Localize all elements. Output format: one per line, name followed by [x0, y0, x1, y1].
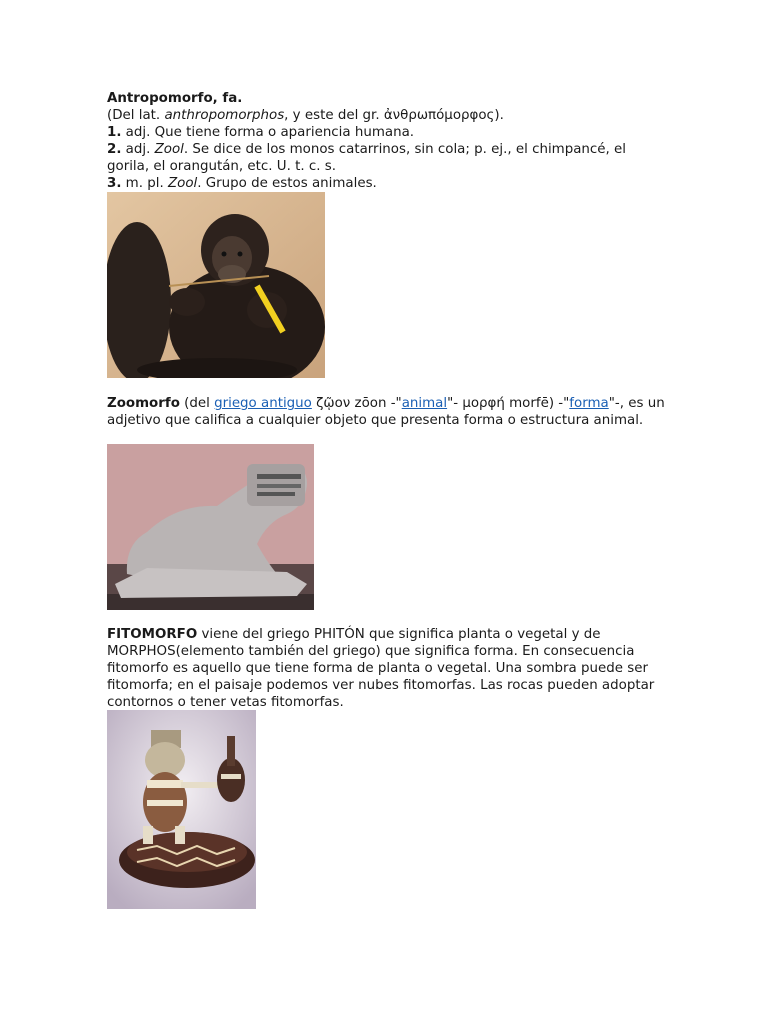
etymology-latin: anthropomorphos [164, 108, 285, 123]
headword-line [107, 90, 667, 107]
definition-3-text: . Grupo de estos animales. [197, 176, 377, 191]
fitomorfo-text [107, 626, 667, 711]
link-forma[interactable]: forma [569, 396, 609, 411]
zoomorphic-sculpture-photo [107, 444, 314, 610]
definition-1-number: 1. [107, 125, 122, 140]
fitomorfo-headword: FITOMORFO [107, 627, 198, 642]
definition-2-pre: adj. [121, 142, 155, 157]
definition-3-number: 3. [107, 176, 122, 191]
zoomorfo-text-4: "-, es un adjetivo que califica a cualquier objeto que presenta forma o estructura animal. [107, 396, 665, 428]
fitomorfo-paragraph [107, 626, 667, 711]
definition-3-zool: Zool [167, 176, 198, 191]
fitomorfo-body: viene del griego PHITÓN que significa planta o vegetal y de MORPHOS(elemento también del griego) que significa forma. En consecuencia fitomorfo es aquello que tiene forma de planta o vegetal. Una sombra puede ser fitomorfa; en el paisaje podemos ver nubes fitomorfas. Las rocas pueden adoptar contornos o tener vetas fitomorfas. [107, 627, 655, 710]
etymology-prefix: (Del lat. [107, 108, 165, 123]
antropomorfo-definition [107, 90, 667, 192]
etymology-line [107, 107, 667, 124]
definition-1 [107, 124, 667, 141]
zoomorfo-paragraph [107, 395, 667, 429]
definition-2-zool: Zool [154, 142, 184, 157]
etymology-suffix: , y este del gr. ἀνθρωπόμορφος). [284, 108, 504, 123]
zoomorfo-headword: Zoomorfo [107, 396, 180, 411]
definition-2 [107, 141, 667, 175]
definition-2-text: . Se dice de los monos catarrinos, sin cola; p. ej., el chimpancé, el gorila, el orangután, etc. U. t. c. s. [107, 142, 626, 174]
zoomorfo-text-3: "- μορφή morfē) -" [447, 396, 570, 411]
definition-3 [107, 175, 667, 192]
zoomorfo-text-2: ζῷον zōon -" [311, 396, 402, 411]
definition-2-number: 2. [107, 142, 122, 157]
chimpanzee-photo [107, 192, 325, 378]
definition-1-text: adj. Que tiene forma o apariencia humana. [121, 125, 415, 140]
ceramic-vessel-photo [107, 710, 256, 909]
zoomorfo-text-1: (del [179, 396, 215, 411]
link-griego-antiguo[interactable]: griego antiguo [214, 396, 312, 411]
link-animal[interactable]: animal [401, 396, 448, 411]
definition-3-pre: m. pl. [121, 176, 168, 191]
antropomorfo-headword: Antropomorfo, fa. [107, 91, 243, 106]
zoomorfo-text [107, 395, 667, 429]
